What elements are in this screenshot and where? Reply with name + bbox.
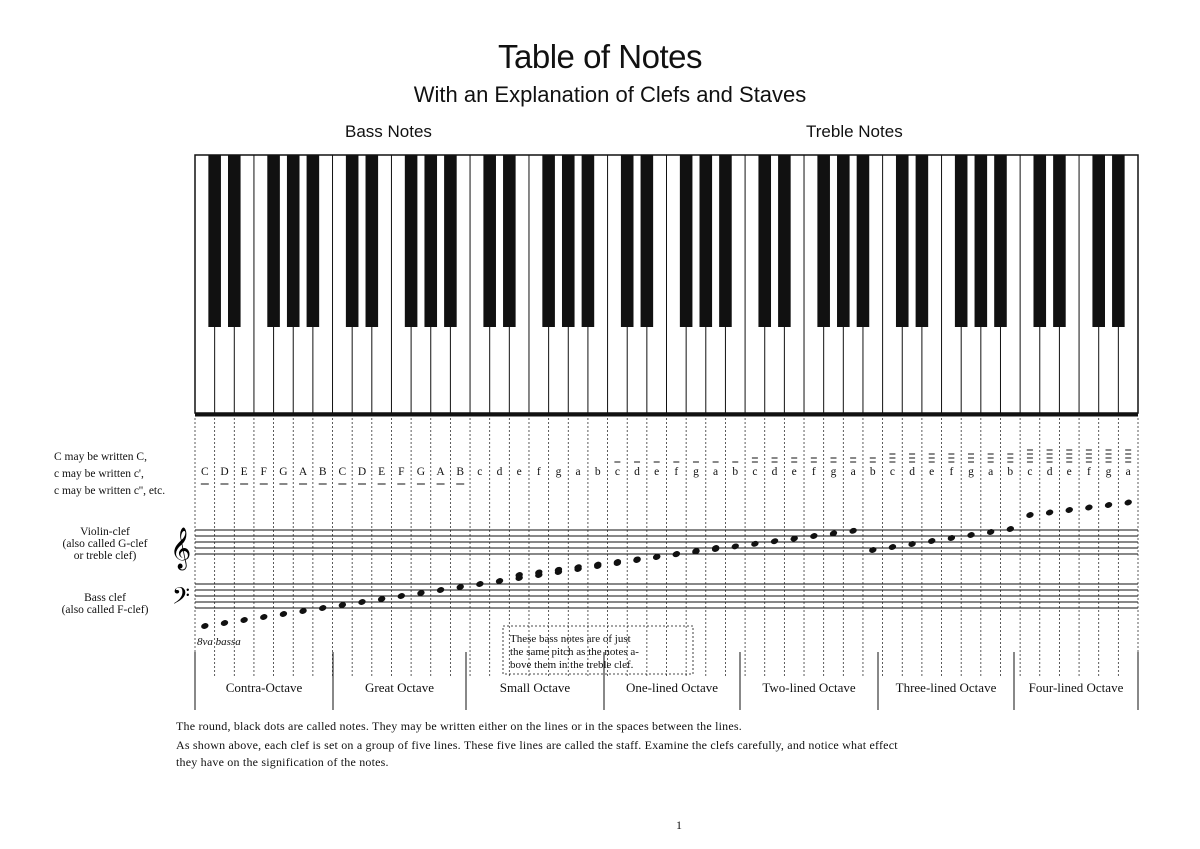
- note-name: e: [654, 466, 660, 478]
- black-key: [955, 155, 968, 327]
- black-key: [680, 155, 693, 327]
- note-name: b: [1007, 466, 1014, 478]
- note-name: c: [752, 466, 758, 478]
- note-name: f: [949, 466, 954, 478]
- note-head: [397, 592, 406, 600]
- note-name: f: [811, 466, 816, 478]
- black-key: [1033, 155, 1046, 327]
- bass-clef-icon: 𝄢: [172, 582, 191, 615]
- note-name: c: [889, 466, 895, 478]
- black-key: [975, 155, 988, 327]
- note-name: d: [909, 466, 915, 478]
- note-name: C: [338, 466, 347, 478]
- legend-line-2: c may be written c',: [54, 468, 144, 480]
- black-key: [503, 155, 516, 327]
- bass-note-explanation: These bass notes are of just the same pitch as the notes a- bove them in the treble clef.: [510, 633, 639, 671]
- note-head: [809, 532, 818, 540]
- note-head: [318, 604, 327, 612]
- octave-one-lined: One-lined Octave: [625, 680, 719, 695]
- footnote-1: The round, black dots are called notes. They may be written either on the lines or in the spaces between the lines.: [176, 719, 742, 733]
- note-name: f: [674, 466, 679, 478]
- page-subtitle: With an Explanation of Clefs and Staves: [413, 82, 807, 107]
- note-head: [750, 540, 759, 548]
- note-name: a: [575, 466, 581, 478]
- black-key: [267, 155, 280, 327]
- legend-line-3: c may be written c'', etc.: [54, 485, 166, 497]
- note-name: D: [220, 466, 229, 478]
- note-name: a: [1125, 466, 1131, 478]
- footnote-3: they have on the signification of the notes.: [176, 755, 389, 769]
- black-key: [916, 155, 929, 327]
- note-head: [1045, 509, 1054, 517]
- black-key: [1112, 155, 1125, 327]
- note-head: [986, 528, 995, 536]
- note-head: [220, 619, 229, 627]
- note-head: [849, 527, 858, 535]
- legend-line-1: C may be written C,: [54, 451, 147, 463]
- black-key: [837, 155, 850, 327]
- black-key: [483, 155, 496, 327]
- note-head: [240, 616, 249, 624]
- black-key: [562, 155, 575, 327]
- note-head: [279, 610, 288, 618]
- note-head: [908, 540, 917, 548]
- black-key: [641, 155, 654, 327]
- note-name: e: [791, 466, 797, 478]
- note-name: A: [298, 466, 308, 478]
- note-name: a: [988, 466, 994, 478]
- black-key: [208, 155, 221, 327]
- bass-clef-label: Bass clef (also called F-clef): [61, 592, 149, 616]
- note-name: c: [614, 466, 620, 478]
- black-key: [621, 155, 634, 327]
- black-key: [287, 155, 300, 327]
- violin-clef-label: Violin-clef (also called G-clef or treble clef): [62, 526, 148, 562]
- note-name: E: [240, 466, 248, 478]
- note-name: C: [200, 466, 209, 478]
- black-key: [444, 155, 457, 327]
- note-head: [947, 534, 956, 542]
- black-key: [582, 155, 595, 327]
- note-name: g: [693, 466, 699, 478]
- note-head: [1006, 525, 1015, 533]
- note-head: [259, 613, 268, 621]
- note-head: [200, 622, 209, 630]
- black-key: [307, 155, 320, 327]
- note-head: [672, 550, 681, 558]
- treble-clef-icon: 𝄞: [170, 528, 192, 569]
- note-name: A: [436, 466, 445, 478]
- black-key: [719, 155, 732, 327]
- note-name: D: [357, 466, 367, 478]
- black-key: [1053, 155, 1066, 327]
- black-key: [542, 155, 555, 327]
- note-name: d: [496, 466, 503, 478]
- note-name: c: [477, 466, 483, 478]
- note-name: F: [398, 466, 405, 478]
- note-head: [1124, 499, 1133, 507]
- black-key: [817, 155, 830, 327]
- note-head: [1025, 511, 1034, 519]
- treble-notes-heading: Treble Notes: [806, 122, 903, 141]
- black-key: [896, 155, 909, 327]
- note-head: [1104, 501, 1113, 509]
- note-name: G: [279, 466, 288, 478]
- note-name: G: [416, 466, 426, 478]
- black-key: [857, 155, 870, 327]
- note-head: [770, 537, 779, 545]
- note-head: [927, 537, 936, 545]
- note-head: [436, 586, 445, 594]
- page-title: Table of Notes: [498, 38, 702, 75]
- note-head: [357, 598, 366, 606]
- note-name: b: [732, 466, 739, 478]
- note-name: g: [830, 466, 837, 478]
- note-name: E: [378, 466, 386, 478]
- note-name: e: [1066, 466, 1072, 478]
- page-number: 1: [676, 818, 682, 832]
- note-name: g: [1105, 466, 1112, 478]
- black-key: [366, 155, 379, 327]
- octave-four-lined: Four-lined Octave: [1028, 680, 1124, 695]
- black-key: [700, 155, 713, 327]
- black-key: [424, 155, 437, 327]
- note-name: f: [1086, 466, 1091, 478]
- footnote-2: As shown above, each clef is set on a group of five lines. These five lines are called the staff. Examine the clefs carefully, and notice what effect: [176, 738, 898, 752]
- note-name: g: [968, 466, 974, 478]
- note-head: [475, 580, 484, 588]
- note-name: d: [771, 466, 778, 478]
- bass-notes-heading: Bass Notes: [345, 122, 432, 141]
- note-head: [633, 555, 642, 563]
- black-key: [346, 155, 359, 327]
- note-name: b: [594, 466, 601, 478]
- note-name: d: [1046, 466, 1053, 478]
- note-name: b: [869, 466, 876, 478]
- note-head: [1065, 506, 1074, 514]
- note-head: [888, 543, 897, 551]
- note-name: e: [516, 466, 522, 478]
- note-head: [966, 531, 975, 539]
- note-name: f: [536, 466, 541, 478]
- note-name: B: [318, 466, 327, 478]
- note-head: [868, 546, 877, 554]
- black-key: [758, 155, 771, 327]
- black-key: [778, 155, 791, 327]
- note-name: a: [850, 466, 856, 478]
- note-name: d: [634, 466, 640, 478]
- note-name: a: [713, 466, 719, 478]
- note-name: g: [555, 466, 562, 478]
- octave-three-lined: Three-lined Octave: [895, 680, 997, 695]
- note-name: B: [456, 466, 465, 478]
- octave-sign: 8va bassa: [197, 636, 241, 648]
- note-head: [731, 542, 740, 550]
- black-key: [1092, 155, 1105, 327]
- note-name: c: [1027, 466, 1033, 478]
- black-key: [994, 155, 1007, 327]
- note-head: [1084, 504, 1093, 512]
- note-name: e: [929, 466, 935, 478]
- octave-contra: Contra-Octave: [225, 680, 303, 695]
- octave-great: Great Octave: [365, 680, 434, 695]
- note-name: F: [260, 466, 267, 478]
- black-key: [405, 155, 418, 327]
- octave-two-lined: Two-lined Octave: [762, 680, 856, 695]
- black-key: [228, 155, 241, 327]
- octave-small: Small Octave: [499, 680, 571, 695]
